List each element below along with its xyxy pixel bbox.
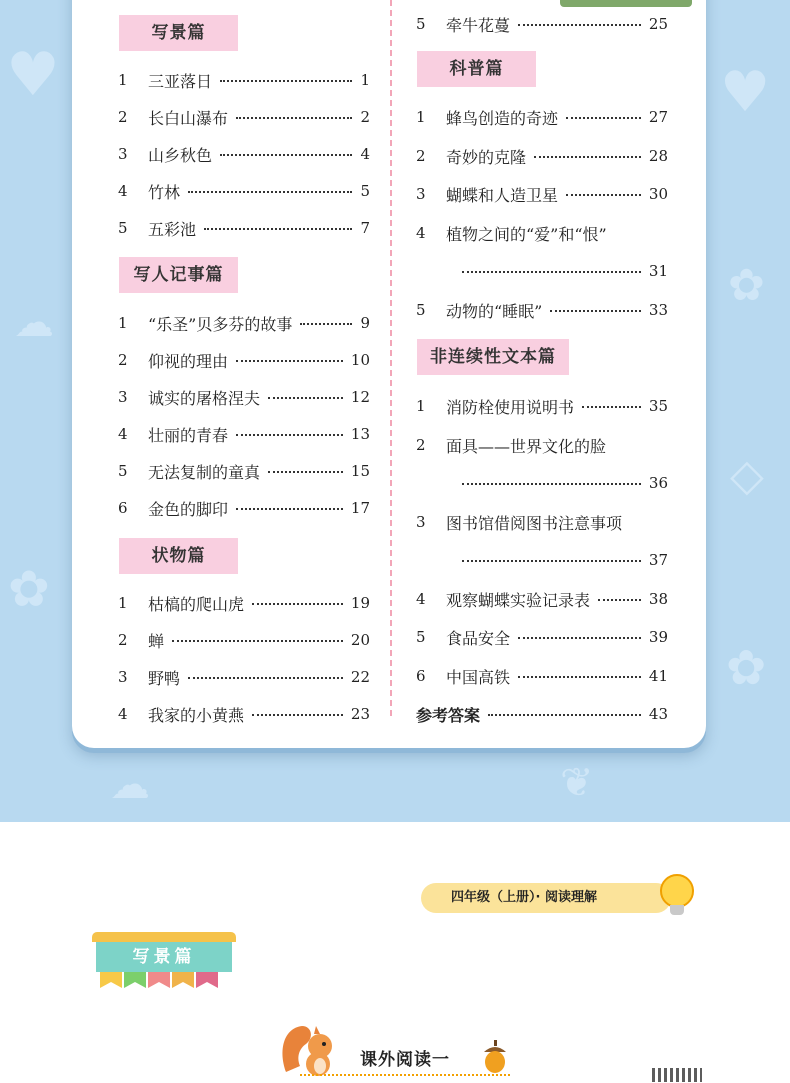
- ribbon-icon: [172, 972, 194, 988]
- entry-page: 22: [350, 668, 370, 686]
- entry-title: 观察蝴蝶实验记录表: [446, 590, 591, 610]
- section-heading-noncontinuous: 非连续性文本篇: [417, 339, 569, 375]
- entry-page: 33: [648, 301, 668, 319]
- toc-entry[interactable]: [118, 142, 370, 166]
- entry-title: 蝴蝶和人造卫星: [446, 185, 559, 205]
- entry-number: 1: [118, 314, 128, 332]
- toc-entry[interactable]: [118, 68, 370, 92]
- entry-title: 参考答案: [416, 705, 481, 725]
- dot-leader: [268, 471, 343, 473]
- entry-title: 图书馆借阅图书注意事项: [446, 513, 623, 533]
- entry-page: 2: [360, 108, 370, 126]
- acorn-icon: [480, 1040, 510, 1074]
- dot-leader: [582, 406, 641, 408]
- dot-leader: [236, 434, 343, 436]
- entry-title: 食品安全: [446, 628, 511, 648]
- toc-entry[interactable]: [416, 144, 668, 168]
- entry-page: 27: [648, 108, 668, 126]
- entry-number: 4: [118, 705, 128, 723]
- entry-number: 3: [118, 145, 128, 163]
- toc-entry[interactable]: [416, 394, 668, 418]
- entry-title: 无法复制的童真: [148, 462, 261, 482]
- entry-page: 12: [350, 388, 370, 406]
- dot-leader: [236, 508, 343, 510]
- entry-title: “乐圣”贝多芬的故事: [148, 314, 293, 334]
- flower-decoration-icon: ✿: [726, 640, 767, 696]
- ribbon-icon: [148, 972, 170, 988]
- section-tag: 写景篇: [96, 942, 232, 972]
- entry-page: 31: [648, 262, 668, 280]
- entry-page: 5: [360, 182, 370, 200]
- toc-entry[interactable]: [118, 179, 370, 203]
- entry-page: 9: [360, 314, 370, 332]
- entry-number: 1: [416, 108, 426, 126]
- toc-entry[interactable]: [118, 422, 370, 446]
- entry-title: 植物之间的“爱”和“恨”: [446, 224, 607, 244]
- dot-leader: [300, 323, 352, 325]
- dot-leader: [236, 117, 352, 119]
- dot-leader: [518, 676, 641, 678]
- entry-title: 三亚落日: [148, 71, 213, 91]
- toc-entry[interactable]: [118, 348, 370, 372]
- dot-leader: [462, 483, 641, 485]
- section-heading-people: 写人记事篇: [119, 257, 238, 293]
- entry-number: 3: [118, 668, 128, 686]
- entry-title: 壮丽的青春: [148, 425, 229, 445]
- entry-title: 长白山瀑布: [148, 108, 229, 128]
- toc-entry-title-line[interactable]: [416, 510, 668, 534]
- toc-entry[interactable]: [118, 496, 370, 520]
- toc-entry[interactable]: [416, 182, 668, 206]
- reading-title-underline: [300, 1074, 510, 1076]
- ribbon-icon: [124, 972, 146, 988]
- dot-leader: [488, 714, 641, 716]
- entry-number: 5: [416, 628, 426, 646]
- entry-number: 5: [416, 15, 426, 33]
- entry-number: 3: [118, 388, 128, 406]
- entry-title: 金色的脚印: [148, 499, 229, 519]
- toc-entry-page-line[interactable]: [446, 471, 668, 495]
- dot-leader: [462, 560, 641, 562]
- entry-page: 41: [648, 667, 668, 685]
- entry-page: 39: [648, 628, 668, 646]
- toc-entry-title-line[interactable]: [416, 433, 668, 457]
- toc-entry[interactable]: [118, 665, 370, 689]
- entry-number: 1: [416, 397, 426, 415]
- toc-entry[interactable]: [118, 385, 370, 409]
- entry-page: 43: [648, 705, 668, 723]
- toc-entry-page-line[interactable]: [446, 548, 668, 572]
- entry-page: 35: [648, 397, 668, 415]
- entry-number: 3: [416, 185, 426, 203]
- dot-leader: [172, 640, 343, 642]
- entry-number: 5: [416, 301, 426, 319]
- reading-title: 课外阅读一: [360, 1050, 450, 1070]
- toc-entry[interactable]: [416, 105, 668, 129]
- entry-page: 4: [360, 145, 370, 163]
- section-heading-science: 科普篇: [417, 51, 536, 87]
- flower-decoration-icon: ✿: [8, 560, 50, 618]
- entry-number: 5: [118, 462, 128, 480]
- entry-title: 消防栓使用说明书: [446, 397, 575, 417]
- dot-leader: [188, 191, 352, 193]
- dot-leader: [188, 677, 343, 679]
- entry-title: 竹林: [148, 182, 181, 202]
- dot-leader: [220, 154, 352, 156]
- entry-page: 25: [648, 15, 668, 33]
- grade-banner: 四年级（上册）· 阅读理解: [421, 883, 671, 913]
- entry-number: 2: [118, 631, 128, 649]
- entry-page: 23: [350, 705, 370, 723]
- entry-title: 蝉: [148, 631, 165, 651]
- entry-page: 19: [350, 594, 370, 612]
- ribbon-icon: [196, 972, 218, 988]
- dot-leader: [550, 310, 641, 312]
- cloud-decoration-icon: ☁: [14, 300, 54, 346]
- dot-leader: [204, 228, 352, 230]
- toc-entry[interactable]: [416, 625, 668, 649]
- dot-leader: [268, 397, 343, 399]
- entry-page: 36: [648, 474, 668, 492]
- entry-number: 4: [416, 590, 426, 608]
- entry-number: 1: [118, 71, 128, 89]
- dot-leader: [252, 603, 343, 605]
- entry-page: 20: [350, 631, 370, 649]
- entry-page: 15: [350, 462, 370, 480]
- entry-title: 蜂鸟创造的奇迹: [446, 108, 559, 128]
- entry-page: 17: [350, 499, 370, 517]
- toc-entry[interactable]: [416, 12, 668, 36]
- toc-entry[interactable]: [416, 298, 668, 322]
- entry-page: 38: [648, 590, 668, 608]
- entry-number: 4: [416, 224, 426, 242]
- section-heading-scenery: 写景篇: [119, 15, 238, 51]
- dot-leader: [598, 599, 641, 601]
- lightbulb-base-icon: [670, 905, 684, 915]
- entry-number: 5: [118, 219, 128, 237]
- entry-page: 30: [648, 185, 668, 203]
- section-heading-objects: 状物篇: [119, 538, 238, 574]
- entry-number: 1: [118, 594, 128, 612]
- entry-page: 13: [350, 425, 370, 443]
- entry-number: 2: [416, 147, 426, 165]
- entry-title: 我家的小黄燕: [148, 705, 245, 725]
- entry-title: 五彩池: [148, 219, 197, 239]
- heart-decoration-icon: ♥: [6, 40, 60, 110]
- toc-entry[interactable]: [118, 628, 370, 652]
- dot-leader: [220, 80, 352, 82]
- cloud-decoration-icon: ☁: [110, 762, 150, 808]
- diamond-decoration-icon: ◇: [730, 450, 764, 501]
- flower-decoration-icon: ✿: [728, 260, 765, 311]
- toc-entry[interactable]: [416, 587, 668, 611]
- entry-number: 6: [416, 667, 426, 685]
- squirrel-icon: [278, 1020, 342, 1078]
- toc-entry-title-line[interactable]: [416, 221, 668, 245]
- toc-entry[interactable]: [118, 311, 370, 335]
- toc-entry[interactable]: [118, 702, 370, 726]
- dot-leader: [566, 117, 641, 119]
- entry-title: 牵牛花蔓: [446, 15, 511, 35]
- leaf-decoration-icon: ❦: [560, 760, 594, 806]
- giraffe-decoration-icon: [92, 932, 236, 942]
- toc-entry[interactable]: [118, 459, 370, 483]
- dot-leader: [462, 271, 641, 273]
- entry-title: 山乡秋色: [148, 145, 213, 165]
- lightbulb-icon: [660, 874, 694, 908]
- dot-leader: [534, 156, 641, 158]
- entry-number: 2: [118, 108, 128, 126]
- entry-number: 4: [118, 425, 128, 443]
- entry-title: 中国高铁: [446, 667, 511, 687]
- entry-page: 37: [648, 551, 668, 569]
- entry-title: 仰视的理由: [148, 351, 229, 371]
- entry-page: 7: [360, 219, 370, 237]
- entry-title: 奇妙的克隆: [446, 147, 527, 167]
- toc-entry[interactable]: [416, 664, 668, 688]
- toc-entry-page-line[interactable]: [446, 259, 668, 283]
- dot-leader: [252, 714, 343, 716]
- heart-decoration-icon: ♥: [720, 60, 771, 125]
- toc-entry[interactable]: [118, 216, 370, 240]
- entry-number: 4: [118, 182, 128, 200]
- toc-entry[interactable]: [118, 105, 370, 129]
- dot-leader: [518, 637, 641, 639]
- entry-page: 1: [360, 71, 370, 89]
- entry-number: 2: [416, 436, 426, 454]
- entry-title: 面具——世界文化的脸: [446, 436, 607, 456]
- entry-number: 2: [118, 351, 128, 369]
- entry-title: 野鸭: [148, 668, 181, 688]
- dot-leader: [236, 360, 343, 362]
- ribbon-icon: [100, 972, 122, 988]
- column-divider: [390, 0, 392, 716]
- qr-code-icon[interactable]: [652, 1068, 702, 1082]
- dot-leader: [566, 194, 641, 196]
- entry-title: 枯槁的爬山虎: [148, 594, 245, 614]
- dot-leader: [518, 24, 641, 26]
- entry-title: 诚实的屠格涅夫: [148, 388, 261, 408]
- entry-number: 3: [416, 513, 426, 531]
- entry-number: 6: [118, 499, 128, 517]
- entry-page: 10: [350, 351, 370, 369]
- cover-image-fragment: [560, 0, 692, 7]
- toc-entry[interactable]: [118, 591, 370, 615]
- entry-title: 动物的“睡眠”: [446, 301, 543, 321]
- entry-page: 28: [648, 147, 668, 165]
- toc-entry-answers[interactable]: [416, 702, 668, 726]
